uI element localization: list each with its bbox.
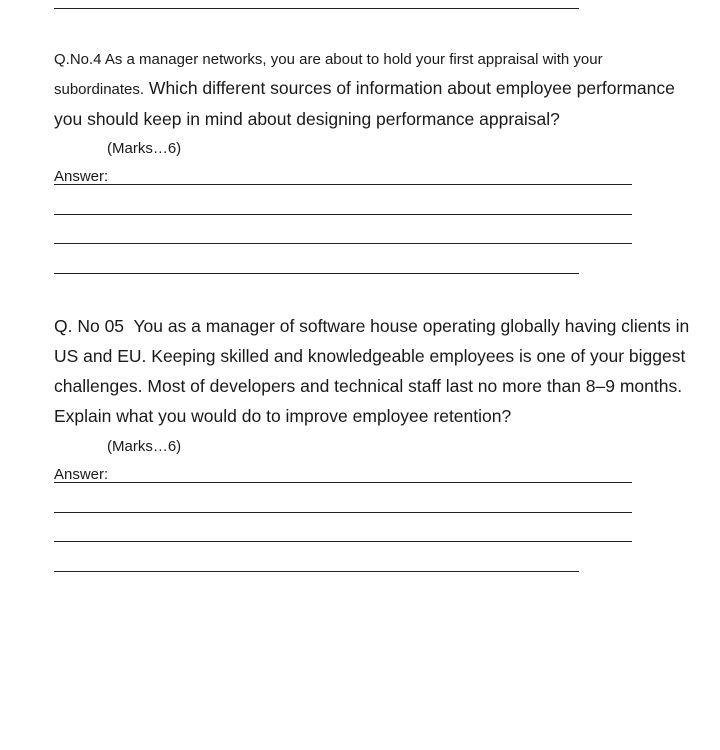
- question-5-answer-label: Answer:: [54, 466, 109, 483]
- question-4-answer-line-1[interactable]: [54, 184, 632, 185]
- question-4-answer-line-3[interactable]: [54, 243, 632, 244]
- question-5-line-1: Q. No 05 You as a manager of software house operating globally having clients in: [54, 316, 690, 336]
- question-5-answer-line-1[interactable]: [54, 482, 632, 483]
- question-4-line-3: you should keep in mind about designing performance appraisal?: [54, 109, 560, 129]
- question-4-answer-line-4[interactable]: [54, 273, 579, 274]
- question-5-answer-line-2[interactable]: [54, 512, 632, 513]
- question-5-line-4: Explain what you would do to improve employee retention?: [54, 406, 512, 426]
- question-4-answer-line-2[interactable]: [54, 214, 632, 215]
- question-5-line-3: challenges. Most of developers and technical staff last no more than 8–9 months.: [54, 376, 683, 396]
- question-4-line-2: [54, 77, 675, 101]
- question-5-answer-line-4[interactable]: [54, 571, 579, 572]
- question-5-answer-line-3[interactable]: [54, 541, 632, 542]
- question-4-answer-label: Answer:: [54, 168, 109, 185]
- question-4-line-2-rest: Which different sources of information about employee performance: [144, 78, 675, 98]
- top-divider: [54, 8, 579, 9]
- question-4-line-2-start: subordinates.: [54, 81, 145, 98]
- question-4-line-1: Q.No.4 As a manager networks, you are about to hold your first appraisal with your: [54, 51, 603, 68]
- question-5-marks: (Marks…6): [107, 438, 182, 455]
- question-5-line-2: US and EU. Keeping skilled and knowledgeable employees is one of your biggest: [54, 346, 686, 366]
- question-4-marks: (Marks…6): [107, 140, 182, 157]
